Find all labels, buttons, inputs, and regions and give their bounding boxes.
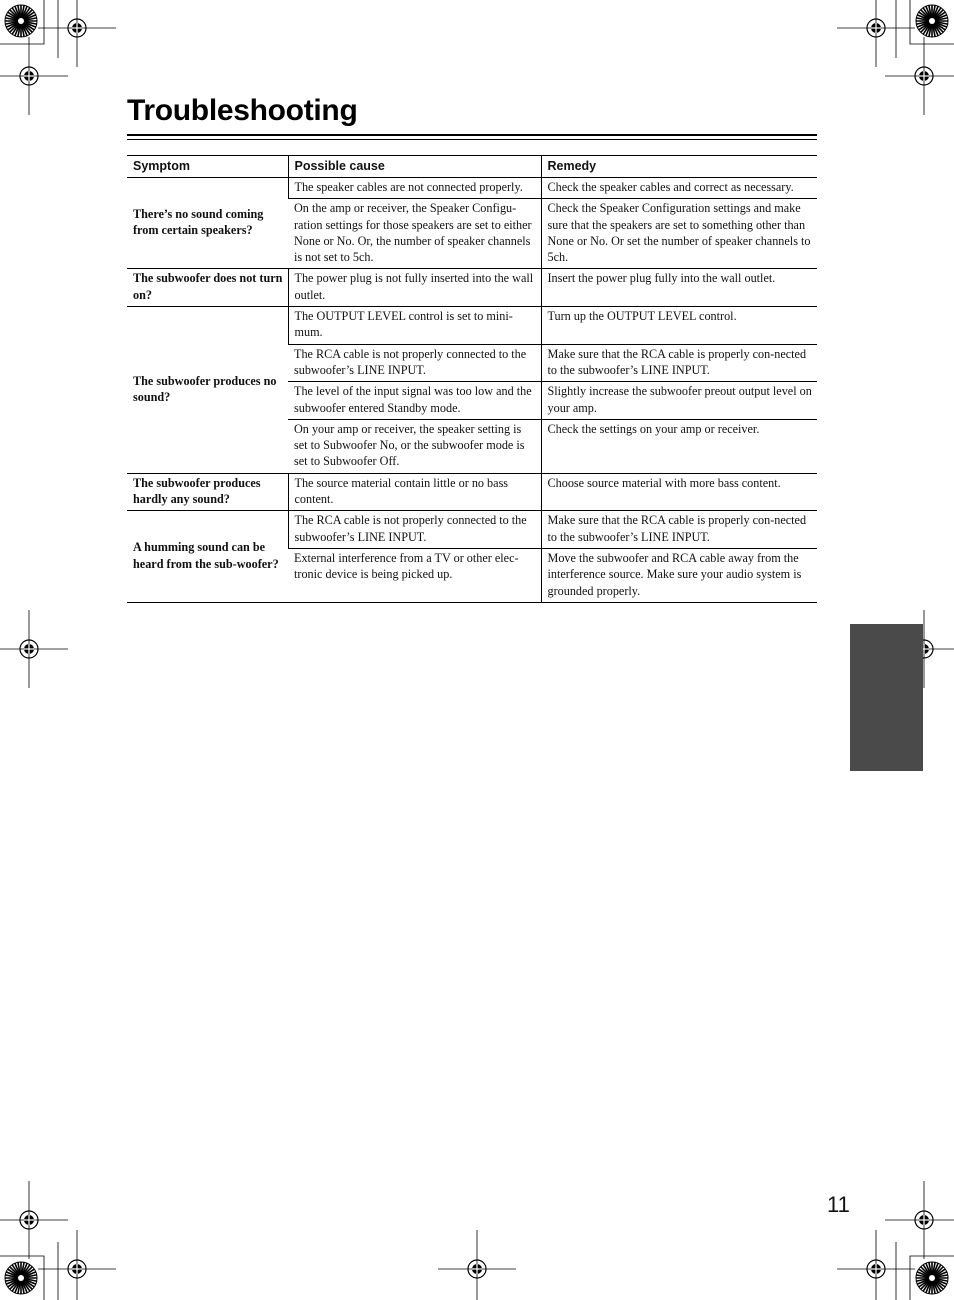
cause-cell: The power plug is not fully inserted into the wall outlet. <box>288 269 541 307</box>
table-row <box>127 178 817 199</box>
table-row <box>127 307 817 345</box>
table-header-row <box>127 156 817 178</box>
cause-cell: The source material contain little or no bass content. <box>288 473 541 511</box>
registration-mark-icon <box>837 1230 915 1300</box>
registration-mark-icon <box>885 1181 954 1259</box>
header-possible-cause: Possible cause <box>288 156 541 178</box>
remedy-cell: Slightly increase the subwoofer preout output level on your amp. <box>541 382 817 420</box>
registration-mark-icon <box>38 1230 116 1300</box>
remedy-cell: Turn up the OUTPUT LEVEL control. <box>541 307 817 345</box>
remedy-cell: Check the speaker cables and correct as necessary. <box>541 178 817 199</box>
cause-cell: On your amp or receiver, the speaker setting is set to Subwoofer No, or the subwoofer mode is set to Subwoofer Off. <box>288 419 541 473</box>
registration-mark-icon <box>38 0 116 67</box>
cause-cell: The level of the input signal was too low and the subwoofer entered Standby mode. <box>288 382 541 420</box>
remedy-cell: Check the settings on your amp or receiver. <box>541 419 817 473</box>
section-tab <box>850 624 923 771</box>
registration-mark-icon <box>885 37 954 115</box>
header-remedy: Remedy <box>541 156 817 178</box>
table-row <box>127 511 817 549</box>
page-number: 11 <box>827 1192 850 1217</box>
remedy-cell: Move the subwoofer and RCA cable away from the interference source. Make sure your audio system is grounded properly. <box>541 548 817 602</box>
table-row <box>127 473 817 511</box>
registration-mark-icon <box>0 610 68 688</box>
cause-cell: The RCA cable is not properly connected to the subwoofer’s LINE INPUT. <box>288 511 541 549</box>
symptom-cell: The subwoofer produces hardly any sound? <box>127 473 288 511</box>
page-title: Troubleshooting <box>127 94 358 127</box>
remedy-cell: Choose source material with more bass content. <box>541 473 817 511</box>
symptom-cell: A humming sound can be heard from the sub-woofer? <box>127 511 288 602</box>
table-row <box>127 269 817 307</box>
registration-mark-icon <box>438 1230 516 1300</box>
remedy-cell: Insert the power plug fully into the wall outlet. <box>541 269 817 307</box>
registration-mark-icon <box>837 0 915 67</box>
symptom-cell: The subwoofer does not turn on? <box>127 269 288 307</box>
symptom-cell: The subwoofer produces no sound? <box>127 307 288 474</box>
cause-cell: The speaker cables are not connected properly. <box>288 178 541 199</box>
color-wheel-icon <box>5 1262 37 1294</box>
troubleshooting-table <box>127 155 817 603</box>
header-symptom: Symptom <box>127 156 288 178</box>
cause-cell: External interference from a TV or other elec-tronic device is being picked up. <box>288 548 541 602</box>
remedy-cell: Make sure that the RCA cable is properly con-nected to the subwoofer’s LINE INPUT. <box>541 511 817 549</box>
symptom-cell: There’s no sound coming from certain speakers? <box>127 178 288 269</box>
title-rule-thin <box>127 139 817 140</box>
cause-cell: The RCA cable is not properly connected to the subwoofer’s LINE INPUT. <box>288 344 541 382</box>
color-wheel-icon <box>916 1262 948 1294</box>
remedy-cell: Make sure that the RCA cable is properly con-nected to the subwoofer’s LINE INPUT. <box>541 344 817 382</box>
remedy-cell: Check the Speaker Configuration settings and make sure that the speakers are set to something other than None or No. Or set the number of speaker channels to 5ch. <box>541 199 817 269</box>
title-rule <box>127 134 817 136</box>
color-wheel-icon <box>5 5 37 37</box>
color-wheel-icon <box>916 5 948 37</box>
cause-cell: The OUTPUT LEVEL control is set to mini-mum. <box>288 307 541 345</box>
cause-cell: On the amp or receiver, the Speaker Configu-ration settings for those speakers are set to either None or No. Or, the number of speaker channels is not set to 5ch. <box>288 199 541 269</box>
